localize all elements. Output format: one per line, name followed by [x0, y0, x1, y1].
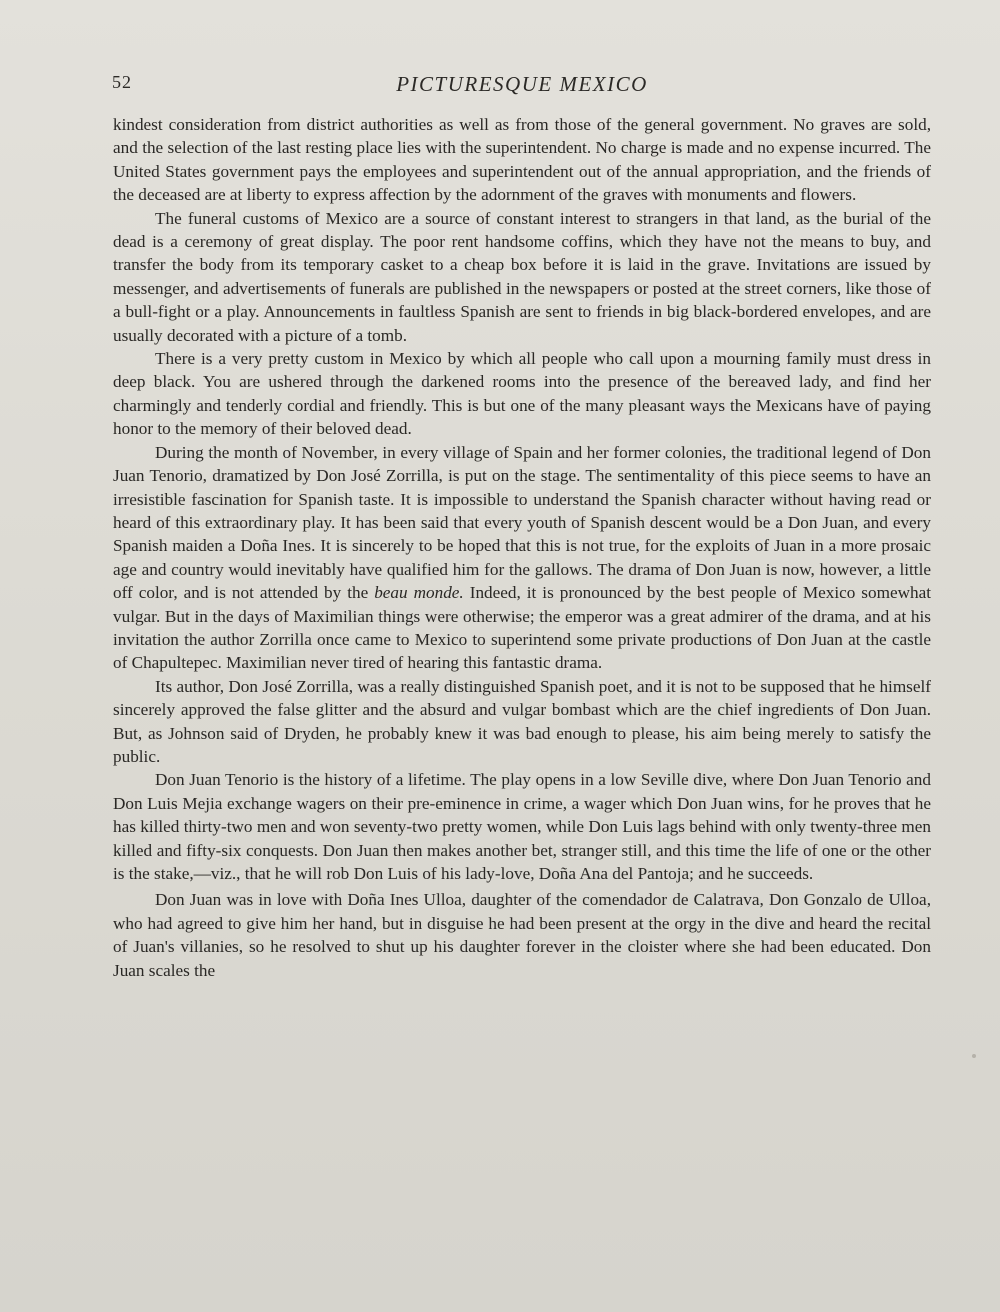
paragraph-6: Don Juan Tenorio is the history of a lifetime. The play opens in a low Seville dive, where Don Juan Tenorio and Don Luis Mejia exchange wagers on their pre-eminence in crime, a wager which Don Juan wins, for he proves that he has killed thirty-two men and won seventy-two pretty women, while Don Luis lags behind with only twenty-three men killed and fifty-six conquests. Don Juan then makes another bet, stranger still, and this time the life of one or the other is the stake,—viz., that he will rob Don Luis of his lady-love, Doña Ana del Pantoja; and he succeeds. — [113, 770, 931, 883]
paragraph-4-italic-phrase: beau monde. — [374, 583, 464, 603]
paragraph-7: Don Juan was in love with Doña Ines Ulloa, daughter of the comendador de Calatrava, Don Gonzalo de Ulloa, who had agreed to give him her hand, but in disguise he had been present at the orgy in the dive and heard the recital of Juan's villanies, so he resolved to shut up his daughter forever in the cloister where she had been educated. Don Juan scales the — [113, 890, 931, 980]
paragraph-3: There is a very pretty custom in Mexico by which all people who call upon a mourning family must dress in deep black. You are ushered through the darkened rooms into the presence of the bereaved lady, and find her charmingly and tenderly cordial and friendly. This is but one of the many pleasant ways the Mexicans have of paying honor to the memory of their beloved dead. — [113, 349, 931, 439]
running-title: PICTURESQUE MEXICO — [396, 72, 648, 96]
body-text — [113, 113, 931, 982]
margin-speck — [972, 1054, 976, 1058]
paragraph-4 — [113, 441, 931, 675]
paragraph-2: The funeral customs of Mexico are a source of constant interest to strangers in that land, as the burial of the dead is a ceremony of great display. The poor rent handsome coffins, which they have not the means to buy, and transfer the body from its temporary casket to a cheap box before it is laid in the grave. Invitations are issued by messenger, and advertisements of funerals are published in the newspapers or posted at the street corners, like those of a bull-fight or a play. Announcements in faultless Spanish are sent to friends in big black-bordered envelopes, and are usually decorated with a picture of a tomb. — [113, 208, 931, 345]
paragraph-5: Its author, Don José Zorrilla, was a really distinguished Spanish poet, and it is not to be supposed that he himself sincerely approved the false glitter and the absurd and vulgar bombast which are the chief ingredients of Don Juan. But, as Johnson said of Dryden, he probably knew it was bad enough to please, his aim being merely to satisfy the public. — [113, 676, 931, 766]
page-header — [112, 72, 932, 102]
paragraph-1: kindest consideration from district authorities as well as from those of the general government. No graves are sold, and the selection of the last resting place lies with the superintendent. No charge is made and no expense incurred. The United States government pays the employees and superintendent out of the annual appropriation, and the friends of the deceased are at liberty to express affection by the adornment of the graves with monuments and flowers. — [113, 115, 931, 205]
paragraph-4-text-b: Indeed, it is pronounced by the best people of Mexico somewhat vulgar. But in the days of Maximilian things were otherwise; the emperor was a great admirer of the drama, and at his invitation the author Zorrilla once came to Mexico to superintend some private productions of Don Juan at the castle of Chapultepec. Maximilian never tired of hearing this fantastic drama. — [113, 583, 932, 673]
paragraph-4-text-a: During the month of November, in every village of Spain and her former colonies, the traditional legend of Don Juan Tenorio, dramatized by Don José Zorrilla, is put on the stage. The sentimentality of this piece seems to have an irresistible fascination for Spanish taste. It is impossible to understand the Spanish character without having read or heard of this extraordinary play. It has been said that every youth of Spanish descent would be a Don Juan, and every Spanish maiden a Doña Ines. It is sincerely to be hoped that this is not true, for the exploits of Juan in a more prosaic age and country would inevitably have qualified him for the gallows. The drama of Don Juan is now, however, a little off color, and is not attended by the — [113, 442, 931, 603]
page-number: 52 — [112, 72, 132, 92]
